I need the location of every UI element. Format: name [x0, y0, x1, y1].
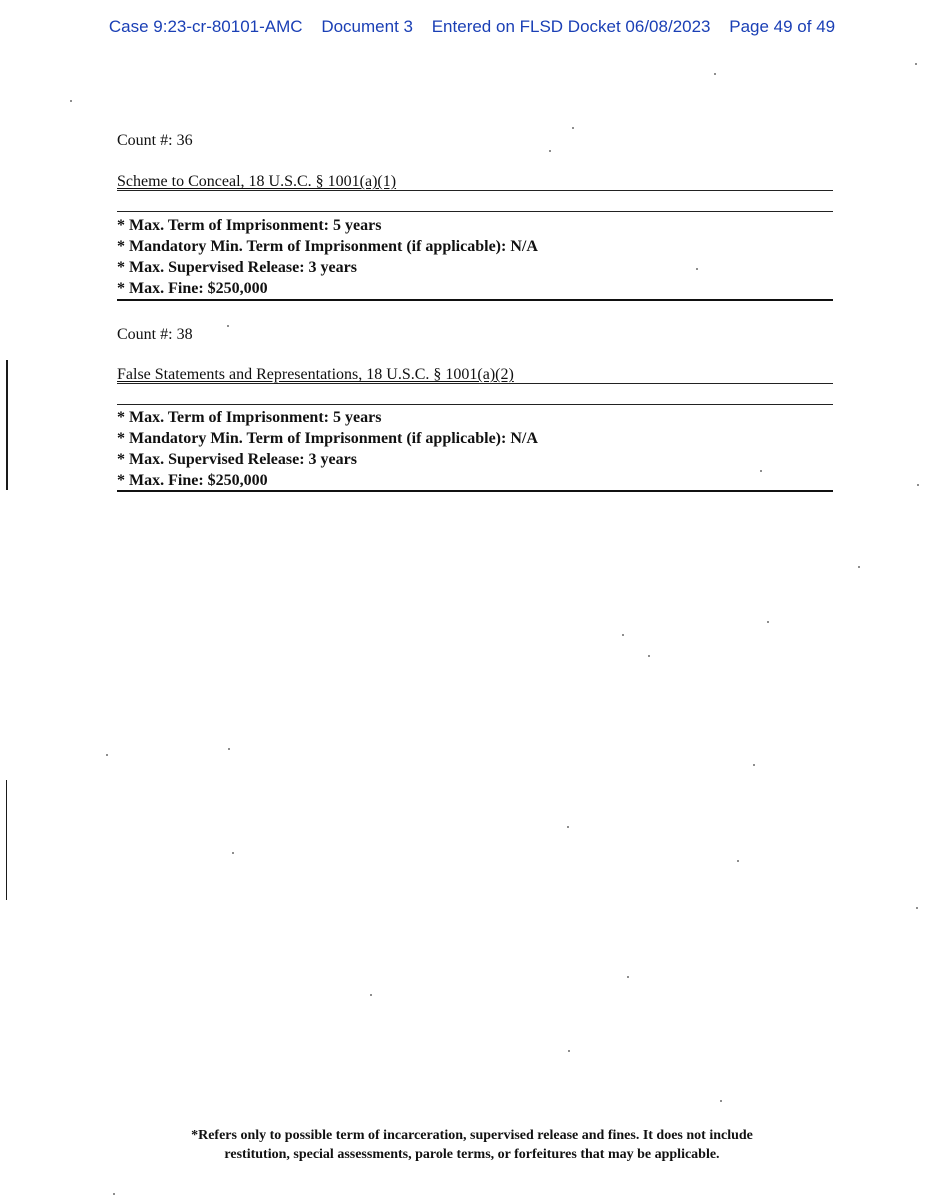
charge-text: Scheme to Conceal, 18 U.S.C. § 1001(a)(1) — [117, 173, 397, 190]
scan-speck — [714, 73, 716, 75]
scan-speck — [622, 634, 624, 636]
scan-edge-mark — [6, 780, 7, 900]
scan-speck — [753, 764, 755, 766]
mandatory-min-imprisonment: * Mandatory Min. Term of Imprisonment (if applicable): N/A — [117, 430, 538, 447]
scan-speck — [760, 470, 762, 472]
docket-entry-date: Entered on FLSD Docket 06/08/2023 — [431, 17, 711, 36]
max-fine: * Max. Fine: $250,000 — [117, 472, 268, 489]
charge-underline — [117, 383, 833, 384]
case-number: Case 9:23-cr-80101-AMC — [108, 17, 303, 36]
scan-speck — [228, 748, 230, 750]
max-supervised-release: * Max. Supervised Release: 3 years — [117, 451, 357, 468]
count-label: Count #: 38 — [117, 326, 193, 343]
scan-speck — [696, 268, 698, 270]
section-divider — [117, 404, 833, 405]
max-supervised-release: * Max. Supervised Release: 3 years — [117, 259, 357, 276]
scan-edge-mark — [6, 360, 8, 490]
scan-speck — [648, 655, 650, 657]
scan-speck — [767, 621, 769, 623]
mandatory-min-imprisonment: * Mandatory Min. Term of Imprisonment (if applicable): N/A — [117, 238, 538, 255]
scan-speck — [720, 1100, 722, 1102]
max-imprisonment: * Max. Term of Imprisonment: 5 years — [117, 217, 382, 234]
max-imprisonment: * Max. Term of Imprisonment: 5 years — [117, 409, 382, 426]
scan-speck — [549, 150, 551, 152]
scan-speck — [627, 976, 629, 978]
scan-speck — [568, 1050, 570, 1052]
docket-header — [0, 17, 944, 37]
document-number: Document 3 — [321, 17, 413, 36]
max-fine: * Max. Fine: $250,000 — [117, 280, 268, 297]
scan-speck — [737, 860, 739, 862]
scan-speck — [572, 127, 574, 129]
footnote-line-2: restitution, special assessments, parole terms, or forfeitures that may be applicable. — [224, 1147, 720, 1162]
section-end-rule — [117, 299, 833, 301]
scan-speck — [916, 907, 918, 909]
footnote-line-1: *Refers only to possible term of incarceration, supervised release and fines. It does not include — [191, 1128, 753, 1143]
count-label: Count #: 36 — [117, 132, 193, 149]
scan-speck — [917, 484, 919, 486]
charge-underline — [117, 190, 833, 191]
scan-speck — [106, 754, 108, 756]
scan-speck — [567, 826, 569, 828]
charge-title — [117, 173, 833, 191]
penalty-list — [117, 215, 833, 299]
scan-speck — [70, 100, 72, 102]
section-divider — [117, 211, 833, 212]
scan-speck — [113, 1193, 115, 1195]
scan-speck — [370, 994, 372, 996]
charge-title — [117, 366, 833, 384]
page-number: Page 49 of 49 — [729, 17, 836, 36]
scan-speck — [227, 325, 229, 327]
scan-speck — [915, 63, 917, 65]
scan-speck — [232, 852, 234, 854]
penalty-list — [117, 407, 833, 491]
section-end-rule — [117, 490, 833, 492]
footnote — [0, 1126, 944, 1164]
charge-text: False Statements and Representations, 18 U.S.C. § 1001(a)(2) — [117, 366, 514, 383]
scan-speck — [858, 566, 860, 568]
